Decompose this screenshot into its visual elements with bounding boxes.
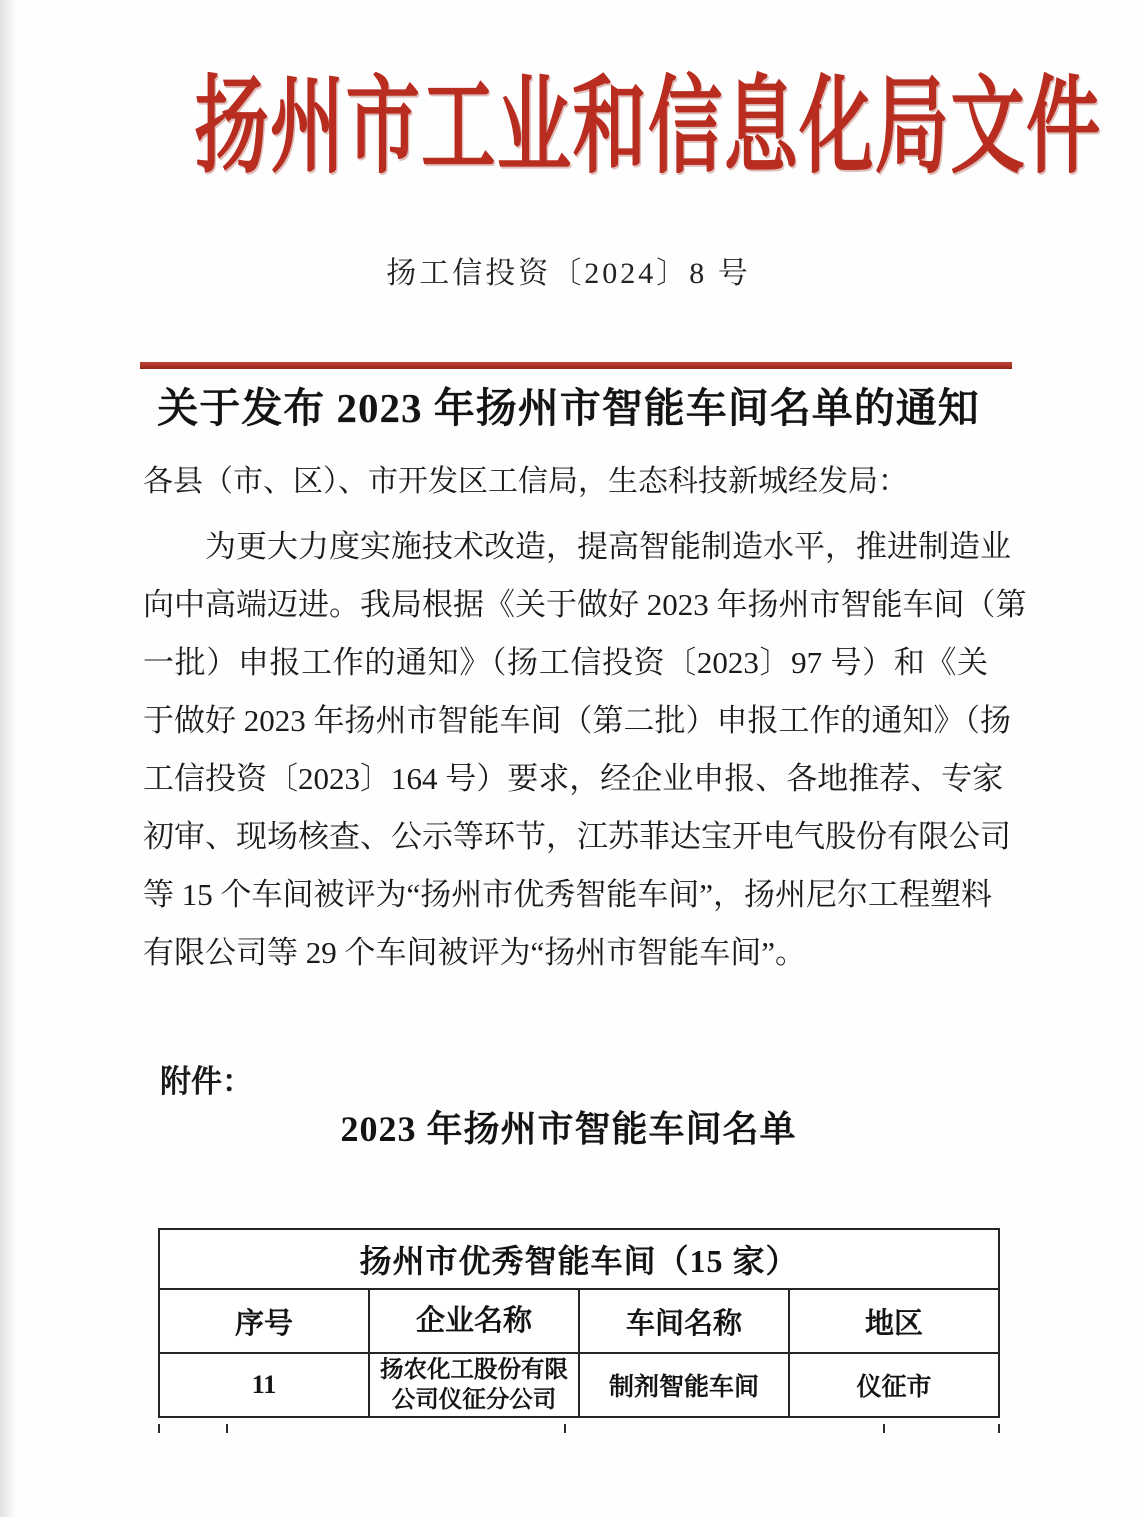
attachment-title: 2023 年扬州市智能车间名单: [340, 1109, 797, 1149]
body-line: 一批）申报工作的通知》（扬工信投资〔2023〕97 号）和《关: [143, 645, 988, 680]
column-header-region: 地区: [789, 1289, 999, 1353]
workshop-list-table: [158, 1228, 1000, 1418]
workshop-cell: 制剂智能车间: [579, 1353, 789, 1417]
body-line: 于做好 2023 年扬州市智能车间（第二批）申报工作的通知》（扬: [143, 703, 1011, 738]
body-line: 向中高端迈进。我局根据《关于做好 2023 年扬州市智能车间（第: [143, 587, 1027, 622]
body-line: 为更大力度实施技术改造，提高智能制造水平，推进制造业: [205, 529, 1011, 564]
body-paragraph: [143, 518, 1027, 982]
red-divider-line: [140, 362, 1012, 369]
seq-cell: 11: [159, 1353, 369, 1417]
column-header-workshop: 车间名称: [579, 1289, 789, 1353]
column-header-company: 企业名称: [369, 1289, 579, 1353]
body-line: 等 15 个车间被评为“扬州市优秀智能车间”，扬州尼尔工程塑料: [143, 877, 993, 912]
table-title-row: [159, 1229, 999, 1289]
company-cell: 扬农化工股份有限公司仪征分公司: [369, 1353, 579, 1417]
body-line: 工信投资〔2023〕164 号）要求，经企业申报、各地推荐、专家: [143, 761, 1004, 796]
salutation-line: 各县（市、区）、市开发区工信局，生态科技新城经发局：: [143, 465, 908, 498]
agency-letterhead: [0, 58, 1137, 229]
notice-title: 关于发布 2023 年扬州市智能车间名单的通知: [157, 385, 980, 431]
document-number: 扬工信投资〔2024〕8 号: [386, 257, 751, 290]
column-header-seq: 序号: [159, 1289, 369, 1353]
table-title: 扬州市优秀智能车间（15 家）: [159, 1229, 999, 1289]
body-line: 有限公司等 29 个车间被评为“扬州市智能车间”。: [143, 935, 807, 970]
table-header-row: [159, 1289, 999, 1353]
region-cell: 仪征市: [789, 1353, 999, 1417]
attachment-label: 附件：: [160, 1064, 253, 1099]
table-row: [159, 1353, 999, 1417]
next-row-cutoff: [158, 1424, 1000, 1433]
body-line: 初审、现场核查、公示等环节，江苏菲达宝开电气股份有限公司: [143, 819, 1011, 854]
agency-letterhead-text: 扬州市工业和信息化局文件: [194, 69, 1102, 186]
